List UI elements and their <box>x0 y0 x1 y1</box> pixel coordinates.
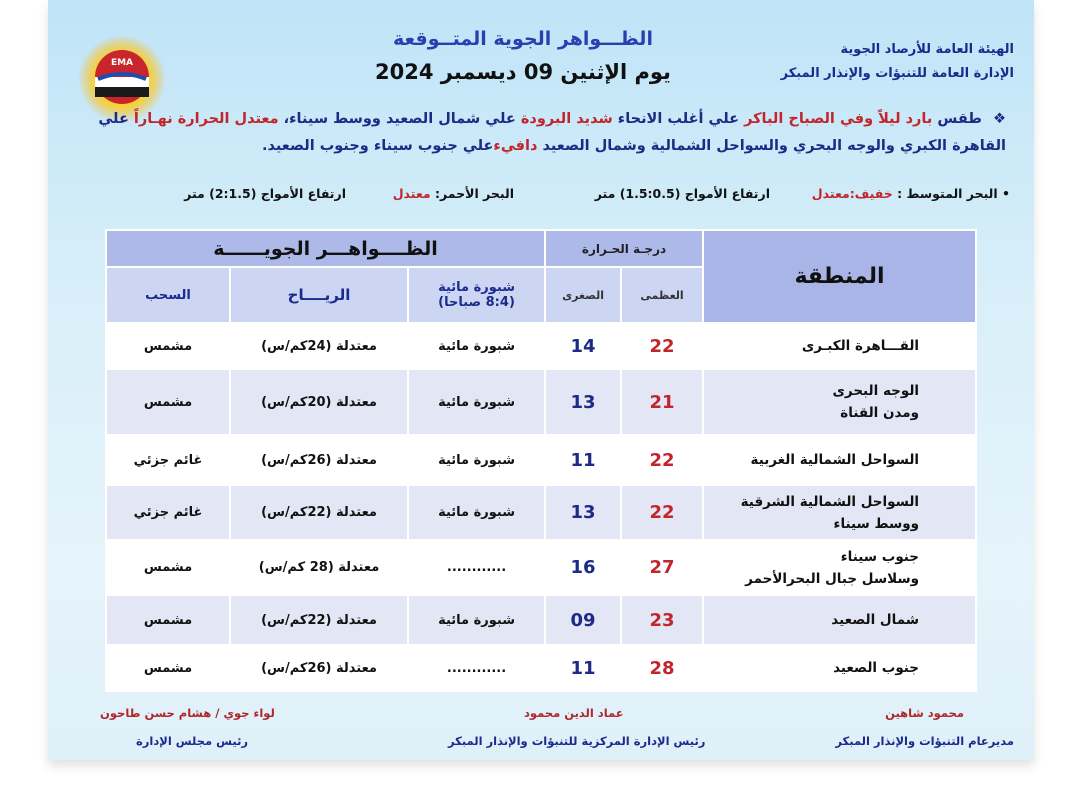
wind-header: الريــــاح <box>230 267 408 323</box>
max-temp-header: العظمى <box>621 267 703 323</box>
min-temp-cell: 13 <box>545 485 621 540</box>
min-temp-cell: 09 <box>545 595 621 645</box>
max-temp-cell: 22 <box>621 485 703 540</box>
summary-seg-8: دافيء <box>493 138 538 154</box>
cloud-cell: مشمس <box>106 645 230 691</box>
bullet-icon: ❖ <box>993 111 1006 127</box>
signature-right-role: مديرعام التنبؤات والإنذار المبكر <box>835 734 1014 748</box>
summary-seg-6: معتدل الحرارة نهـاراً <box>133 111 279 127</box>
cloud-cell: مشمس <box>106 369 230 435</box>
signature-center-role: رئيس الإدارة المركزية للتنبؤات والإنذار المبكر <box>448 734 706 748</box>
max-temp-cell: 28 <box>621 645 703 691</box>
region-header: المنطقة <box>703 230 976 323</box>
forecast-bulletin <box>48 0 1034 760</box>
summary-seg-5: علي شمال الصعيد ووسط سيناء، <box>283 111 516 127</box>
fog-cell: شبورة مائية <box>408 323 545 369</box>
phenomena-header: الظــــواهـــر الجويــــــة <box>106 230 545 267</box>
region-cell <box>703 435 976 485</box>
fog-header-line2: (8:4 صباحا) <box>438 295 515 310</box>
sea-conditions <box>70 186 1010 208</box>
fog-cell: ............ <box>408 540 545 595</box>
region-cell <box>703 540 976 595</box>
max-temp-cell: 27 <box>621 540 703 595</box>
table-row <box>106 435 976 485</box>
cloud-cell: غائم جزئي <box>106 485 230 540</box>
region-line: جنوب سيناء <box>840 548 920 565</box>
med-sea-waves: ارتفاع الأمواج (1.5:0.5) متر <box>594 186 770 201</box>
cloud-cell: مشمس <box>106 323 230 369</box>
fog-header <box>408 267 545 323</box>
region-line: جنوب الصعيد <box>833 660 920 676</box>
table-row <box>106 540 976 595</box>
red-sea-label <box>393 186 514 201</box>
signature-left-role: رئيس مجلس الإدارة <box>136 734 249 748</box>
signature-right-name: محمود شاهين <box>885 706 964 720</box>
fog-cell: شبورة مائية <box>408 595 545 645</box>
wind-cell: معتدلة (22كم/س) <box>230 485 408 540</box>
region-line: القـــاهرة الكبـرى <box>801 338 920 354</box>
cloud-header: السحب <box>106 267 230 323</box>
weather-summary <box>86 106 1006 160</box>
summary-seg-7: علي القاهرة الكبري والوجه البحري والسواحل الشمالية وشمال الصعيد <box>98 111 1006 154</box>
min-temp-cell: 13 <box>545 369 621 435</box>
region-cell <box>703 323 976 369</box>
signature-center-name: عماد الدين محمود <box>524 706 624 720</box>
fog-cell: شبورة مائية <box>408 435 545 485</box>
wind-cell: معتدلة (28 كم/س) <box>230 540 408 595</box>
min-temp-cell: 11 <box>545 435 621 485</box>
org-name: الهيئة العامة للأرصاد الجوية <box>840 42 1014 57</box>
region-line: ومدن القناة <box>840 405 920 421</box>
wind-cell: معتدلة (22كم/س) <box>230 595 408 645</box>
table-row <box>106 645 976 691</box>
table-row <box>106 369 976 435</box>
summary-seg-2: بارد ليلاً وفي الصباح الباكر <box>744 111 933 127</box>
table-row <box>106 323 976 369</box>
min-temp-cell: 14 <box>545 323 621 369</box>
max-temp-cell: 22 <box>621 323 703 369</box>
table-row <box>106 595 976 645</box>
fog-cell: شبورة مائية <box>408 485 545 540</box>
region-cell <box>703 369 976 435</box>
region-line: ووسط سيناء <box>833 515 920 532</box>
region-cell <box>703 645 976 691</box>
org-department: الإدارة العامة للتنبؤات والإنذار المبكر <box>780 66 1014 81</box>
region-line: شمال الصعيد <box>831 612 920 628</box>
med-sea-label <box>812 186 1010 201</box>
wind-cell: معتدلة (24كم/س) <box>230 323 408 369</box>
med-sea-state: خفيف:معتدل <box>811 186 893 201</box>
red-sea-waves: ارتفاع الأمواج (2:1.5) متر <box>184 186 346 201</box>
cloud-cell: مشمس <box>106 595 230 645</box>
wind-cell: معتدلة (26كم/س) <box>230 435 408 485</box>
page-title: الظـــواهر الجوية المتــوقعة <box>393 28 653 50</box>
region-line: السواحل الشمالية الشرقية <box>740 493 920 510</box>
summary-seg-3: علي أغلب الانحاء <box>617 111 740 127</box>
max-temp-cell: 23 <box>621 595 703 645</box>
table-row <box>106 485 976 540</box>
fog-cell: ............ <box>408 645 545 691</box>
forecast-table <box>105 229 977 692</box>
max-temp-cell: 22 <box>621 435 703 485</box>
red-sea-state: معتدل <box>392 186 431 201</box>
wind-cell: معتدلة (20كم/س) <box>230 369 408 435</box>
summary-seg-9: علي جنوب سيناء وجنوب الصعيد. <box>262 138 494 154</box>
region-cell <box>703 485 976 540</box>
region-line: الوجه البحرى <box>832 383 920 399</box>
med-sea-title: • البحر المتوسط : <box>897 186 1010 201</box>
min-temp-header: الصغرى <box>545 267 621 323</box>
min-temp-cell: 11 <box>545 645 621 691</box>
wind-cell: معتدلة (26كم/س) <box>230 645 408 691</box>
region-cell <box>703 595 976 645</box>
summary-seg-1: طقس <box>937 111 982 127</box>
region-line: وسلاسل جبال البحرالأحمر <box>745 570 920 587</box>
cloud-cell: غائم جزئي <box>106 435 230 485</box>
region-line: السواحل الشمالية الغربية <box>750 452 920 468</box>
cloud-cell: مشمس <box>106 540 230 595</box>
fog-header-line1: شبورة مائية <box>438 280 515 295</box>
temperature-header: درجـة الحـرارة <box>545 230 703 267</box>
forecast-date: يوم الإثنين 09 ديسمبر 2024 <box>375 60 671 84</box>
min-temp-cell: 16 <box>545 540 621 595</box>
max-temp-cell: 21 <box>621 369 703 435</box>
fog-cell: شبورة مائية <box>408 369 545 435</box>
red-sea-title: البحر الأحمر: <box>435 186 514 201</box>
logo-text: EMA <box>110 58 134 68</box>
signature-left-name: لواء جوي / هشام حسن طاحون <box>100 706 275 720</box>
summary-seg-4: شديد البرودة <box>520 111 613 127</box>
